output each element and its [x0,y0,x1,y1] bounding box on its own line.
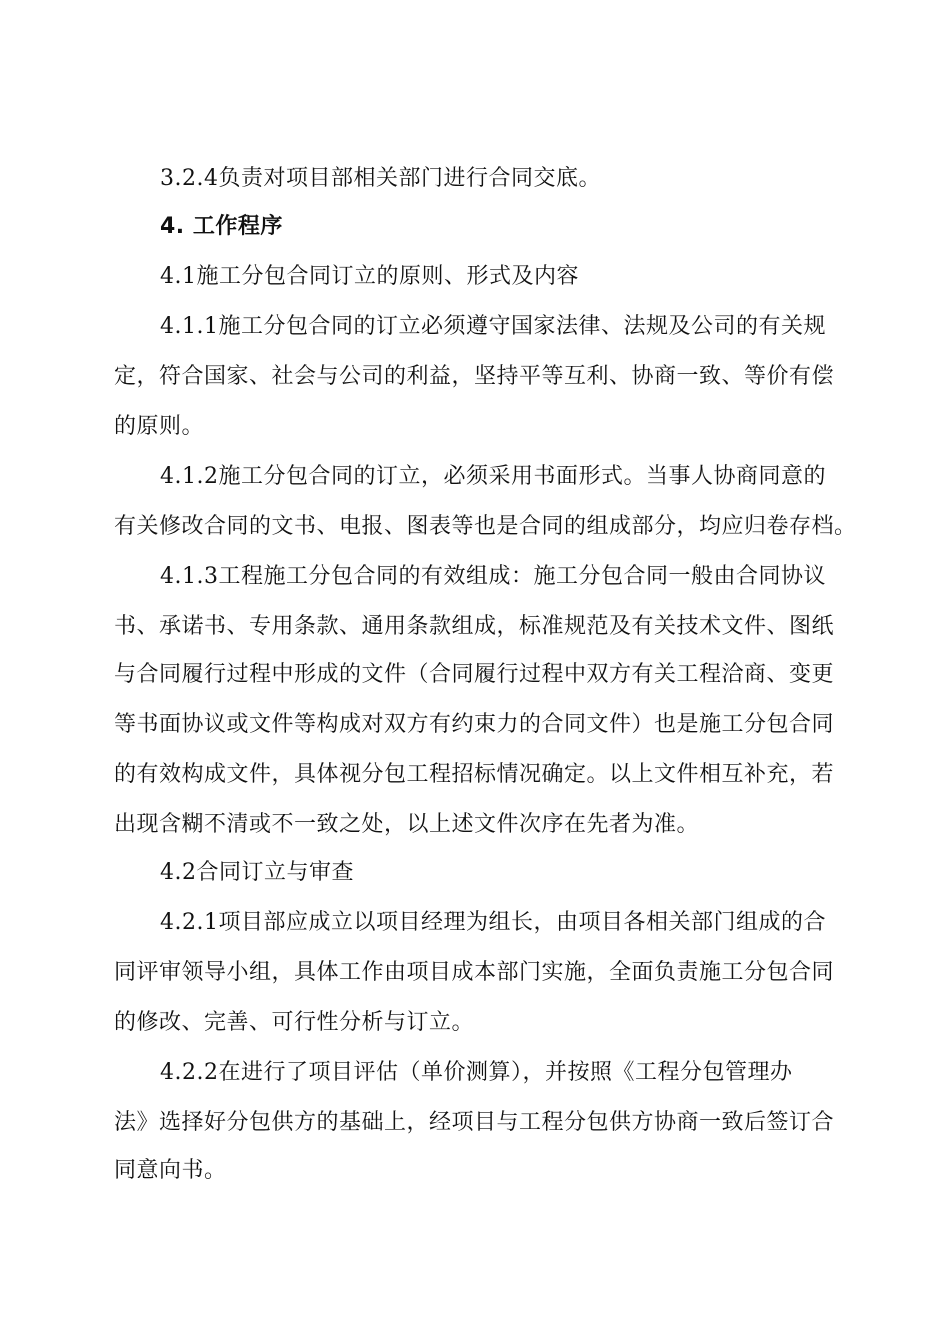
paragraph-4-1-3-line-5: 的有效构成文件，具体视分包工程招标情况确定。以上文件相互补充，若 [114,762,835,787]
paragraph-4-2-1-line-2: 同评审领导小组，具体工作由项目成本部门实施，全面负责施工分包合同 [114,960,835,985]
paragraph-3-2-4: 3.2.4负责对项目部相关部门进行合同交底。 [160,166,601,191]
paragraph-4-1-3-line-2: 书、承诺书、专用条款、通用条款组成，标准规范及有关技术文件、图纸 [114,614,835,639]
paragraph-4-2-2-line-1: 4.2.2在进行了项目评估（单价测算），并按照《工程分包管理办 [160,1060,793,1085]
subsection-heading-4-1: 4.1施工分包合同订立的原则、形式及内容 [160,264,579,289]
paragraph-4-2-2-line-2: 法》选择好分包供方的基础上，经项目与工程分包供方协商一致后签订合 [114,1110,835,1135]
paragraph-4-1-1-line-1: 4.1.1施工分包合同的订立必须遵守国家法律、法规及公司的有关规 [160,314,826,339]
paragraph-4-1-3-line-1: 4.1.3工程施工分包合同的有效组成：施工分包合同一般由合同协议 [160,564,826,589]
subsection-heading-4-2: 4.2合同订立与审查 [160,860,354,885]
paragraph-4-2-1-line-1: 4.2.1项目部应成立以项目经理为组长，由项目各相关部门组成的合 [160,910,826,935]
paragraph-4-1-2-line-1: 4.1.2施工分包合同的订立，必须采用书面形式。当事人协商同意的 [160,464,826,489]
paragraph-4-2-2-line-3: 同意向书。 [114,1158,227,1183]
paragraph-4-1-3-line-4: 等书面协议或文件等构成对双方有约束力的合同文件）也是施工分包合同 [114,712,835,737]
paragraph-4-1-1-line-2: 定，符合国家、社会与公司的利益，坚持平等互利、协商一致、等价有偿 [114,364,835,389]
paragraph-4-1-3-line-3: 与合同履行过程中形成的文件（合同履行过程中双方有关工程洽商、变更 [114,662,835,687]
paragraph-4-2-1-line-3: 的修改、完善、可行性分析与订立。 [114,1010,475,1035]
paragraph-4-1-1-line-3: 的原则。 [114,414,205,439]
section-heading-4: 4. 工作程序 [160,214,283,239]
paragraph-4-1-2-line-2: 有关修改合同的文书、电报、图表等也是合同的组成部分，均应归卷存档。 [114,514,857,539]
paragraph-4-1-3-line-6: 出现含糊不清或不一致之处，以上述文件次序在先者为准。 [114,812,700,837]
